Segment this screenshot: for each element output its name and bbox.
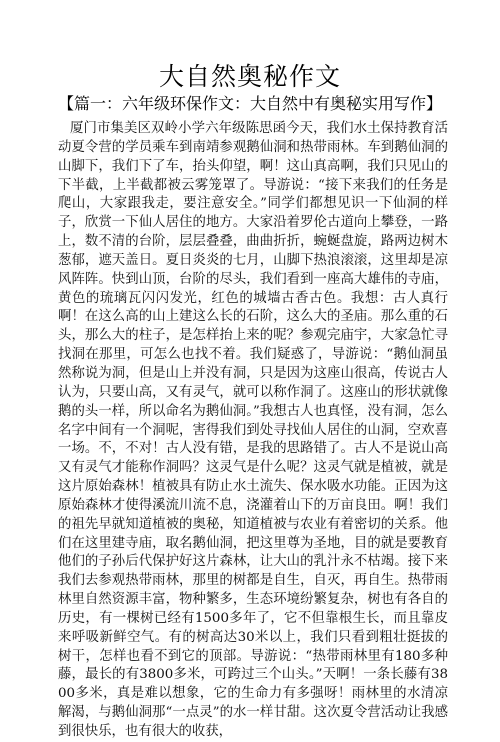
document-subtitle: 【篇一：六年级环保作文：大自然中有奥秘实用写作】	[57, 94, 442, 113]
body-paragraph: 厦门市集美区双岭小学六年级陈思函今天，我们水土保持教育活动夏令营的学员乘车到南靖参观鹅仙洞和热带雨林。车到鹅仙洞的山脚下，我们下了车，抬头仰望，啊！这山真高啊，我们只见山的下半截，上半截都被云雾笼罩了。导游说：“接下来我们的任务是爬山，大家跟我走，要注意安全。”同学们都想见识一下仙洞的样子，欣赏一下仙人居住的地方。大家沿着罗伦古道向上攀登，一路上，数不清的台阶，层层叠叠，曲曲折折，蜿蜒盘旋，路两边树木葱郁，遮天盖日。夏日炎炎的七月，山脚下热浪滚滚，这里却是凉风阵阵。快到山顶，台阶的尽头，我们看到一座高大雄伟的寺庙，黄色的琉璃瓦闪闪发光，红色的城墙古香古色。我想：古人真行啊！在这么高的山上建这么长的石阶，这么大的圣庙。那么重的石头，那么大的柱子，是怎样抬上来的呢？参观完庙宇，大家急忙寻找洞在那里，可怎么也找不着。我们疑惑了，导游说：“鹅仙洞虽然称说为洞，但是山上并没有洞，只是因为这座山很高，传说古人认为，只要山高，又有灵气，就可以称作洞了。这座山的形状就像鹅的头一样，所以命名为鹅仙洞。”我想古人也真怪，没有洞，怎么名字中间有一个洞呢，害得我们到处寻找仙人居住的山洞，空欢喜一场。不，不对！古人没有错，是我的思路错了。古人不是说山高又有灵气才能称作洞吗？这灵气是什么呢？这灵气就是植被，就是这片原始森林！植被具有防止水土流失、保水吸水功能。正因为这原始森林才使得溪流川流不息，浇灌着山下的万亩良田。啊！我们的祖先早就知道植被的奥秘，知道植被与农业有着密切的关系。他们在这里建寺庙，取名鹅仙洞，把这里尊为圣地，目的就是要教育他们的子孙后代保护好这片森林，让大山的乳汁永不枯竭。接下来我们去参观热带雨林，那里的树都是自生，自灭，再自生。热带雨林里自然资源丰富，物种繁多，生态环境纷繁复杂，树也有各自的历史，有一棵树已经有1500多年了，它不但靠根生长，而且靠皮来呼吸新鲜空气。有的树高达30米以上，我们只看到粗壮挺拔的树干，怎样也看不到它的顶部。导游说：“热带雨林里有180多种藤，最长的有3800多米，可跨过三个山头。”天啊！一条长藤有3800多米，真是难以想象，它的生命力有多强呀！雨林里的水清凉解渴，与鹅仙洞那“一点灵”的水一样甘甜。这次夏令营活动让我感到很快乐，也有很大的收获，	[58, 121, 448, 739]
document-title: 大自然奥秘作文	[158, 62, 341, 91]
